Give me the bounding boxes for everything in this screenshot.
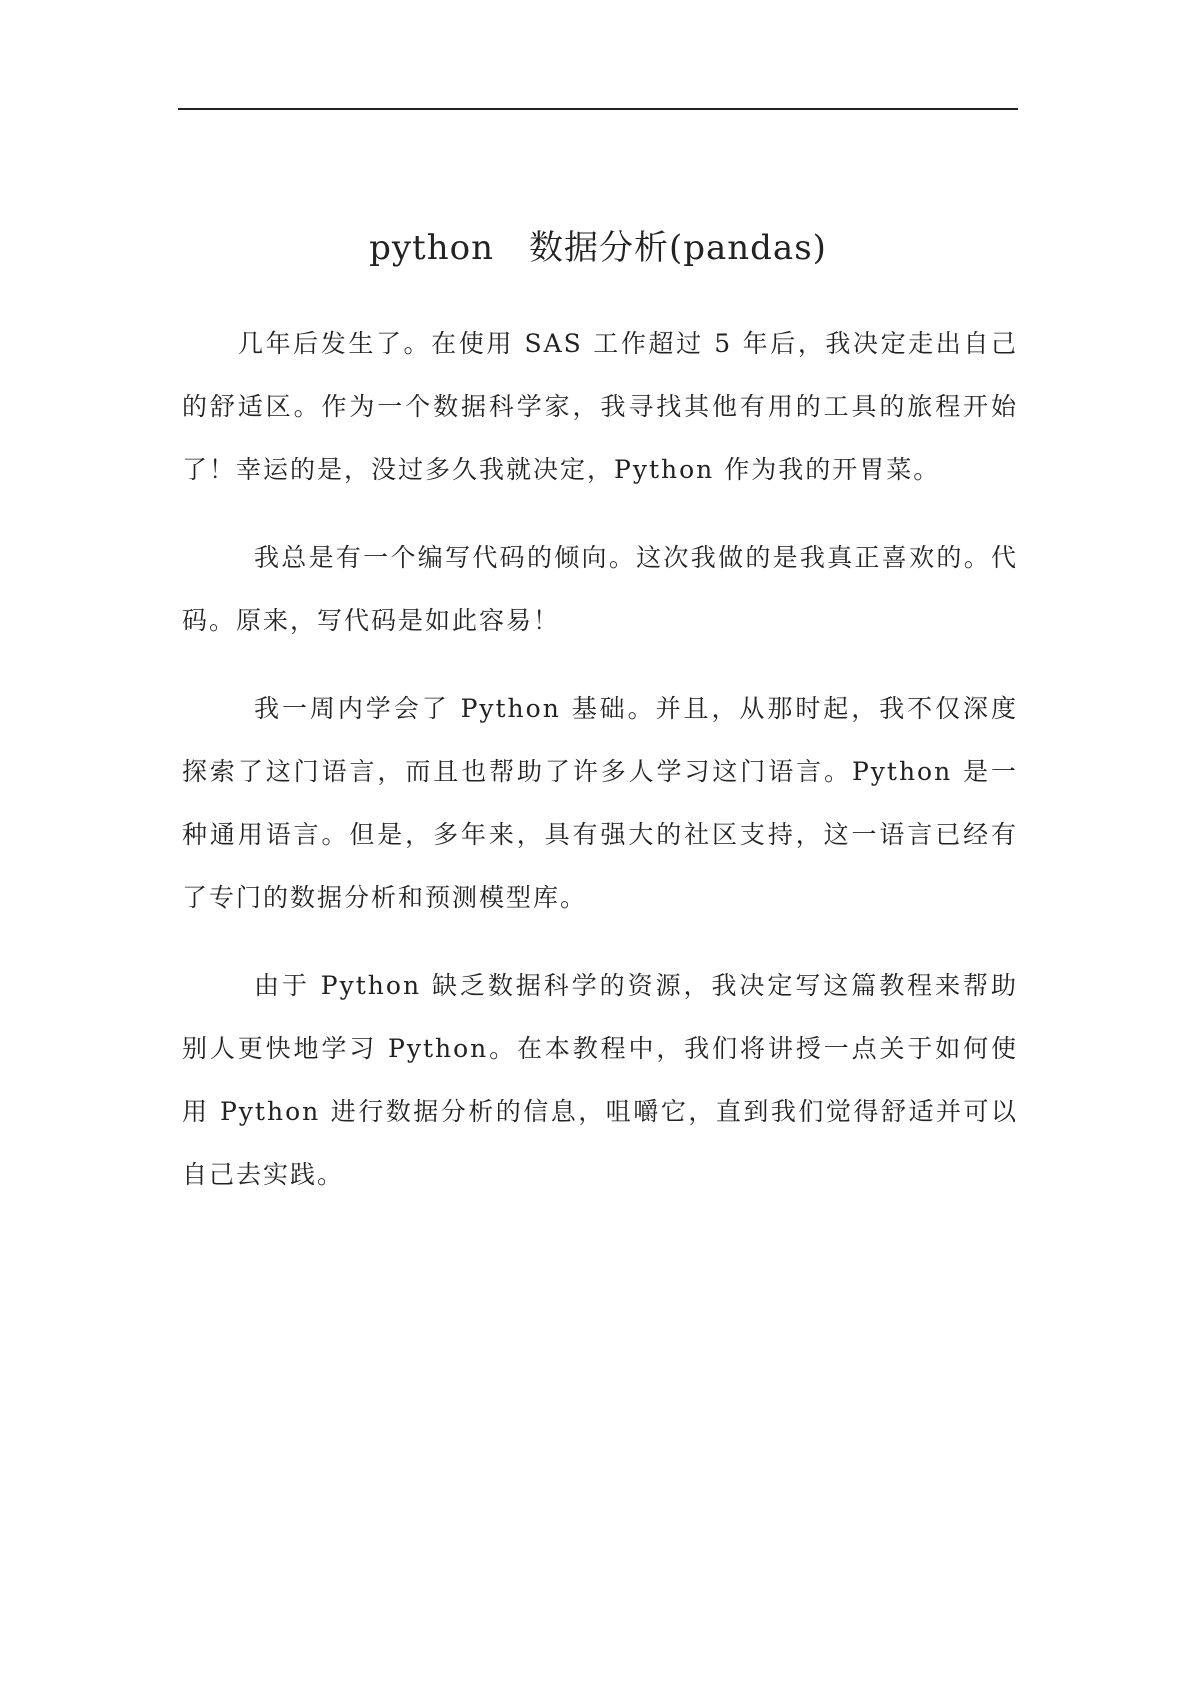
paragraph-4: 由于 Python 缺乏数据科学的资源，我决定写这篇教程来帮助别人更快地学习 Python。在本教程中，我们将讲授一点关于如何使用 Python 进行数据分析的信息，咀嚼它，直到我们觉得舒适并可以自己去实践。 — [182, 971, 1018, 1189]
paragraph-3: 我一周内学会了 Python 基础。并且，从那时起，我不仅深度探索了这门语言，而且也帮助了许多人学习这门语言。Python 是一种通用语言。但是，多年来，具有强大的社区支持，这一语言已经有了专门的数据分析和预测模型库。 — [182, 694, 1018, 912]
paragraph-2: 我总是有一个编写代码的倾向。这次我做的是我真正喜欢的。代码。原来，写代码是如此容易！ — [182, 543, 1018, 635]
document-title: python 数据分析(pandas) — [369, 228, 827, 268]
paragraph-1: 几年后发生了。在使用 SAS 工作超过 5 年后，我决定走出自己的舒适区。作为一个数据科学家，我寻找其他有用的工具的旅程开始了！幸运的是，没过多久我就决定，Python 作为我的开胃菜。 — [182, 329, 1018, 484]
header-rule — [178, 108, 1018, 110]
document-body — [182, 312, 1018, 1231]
